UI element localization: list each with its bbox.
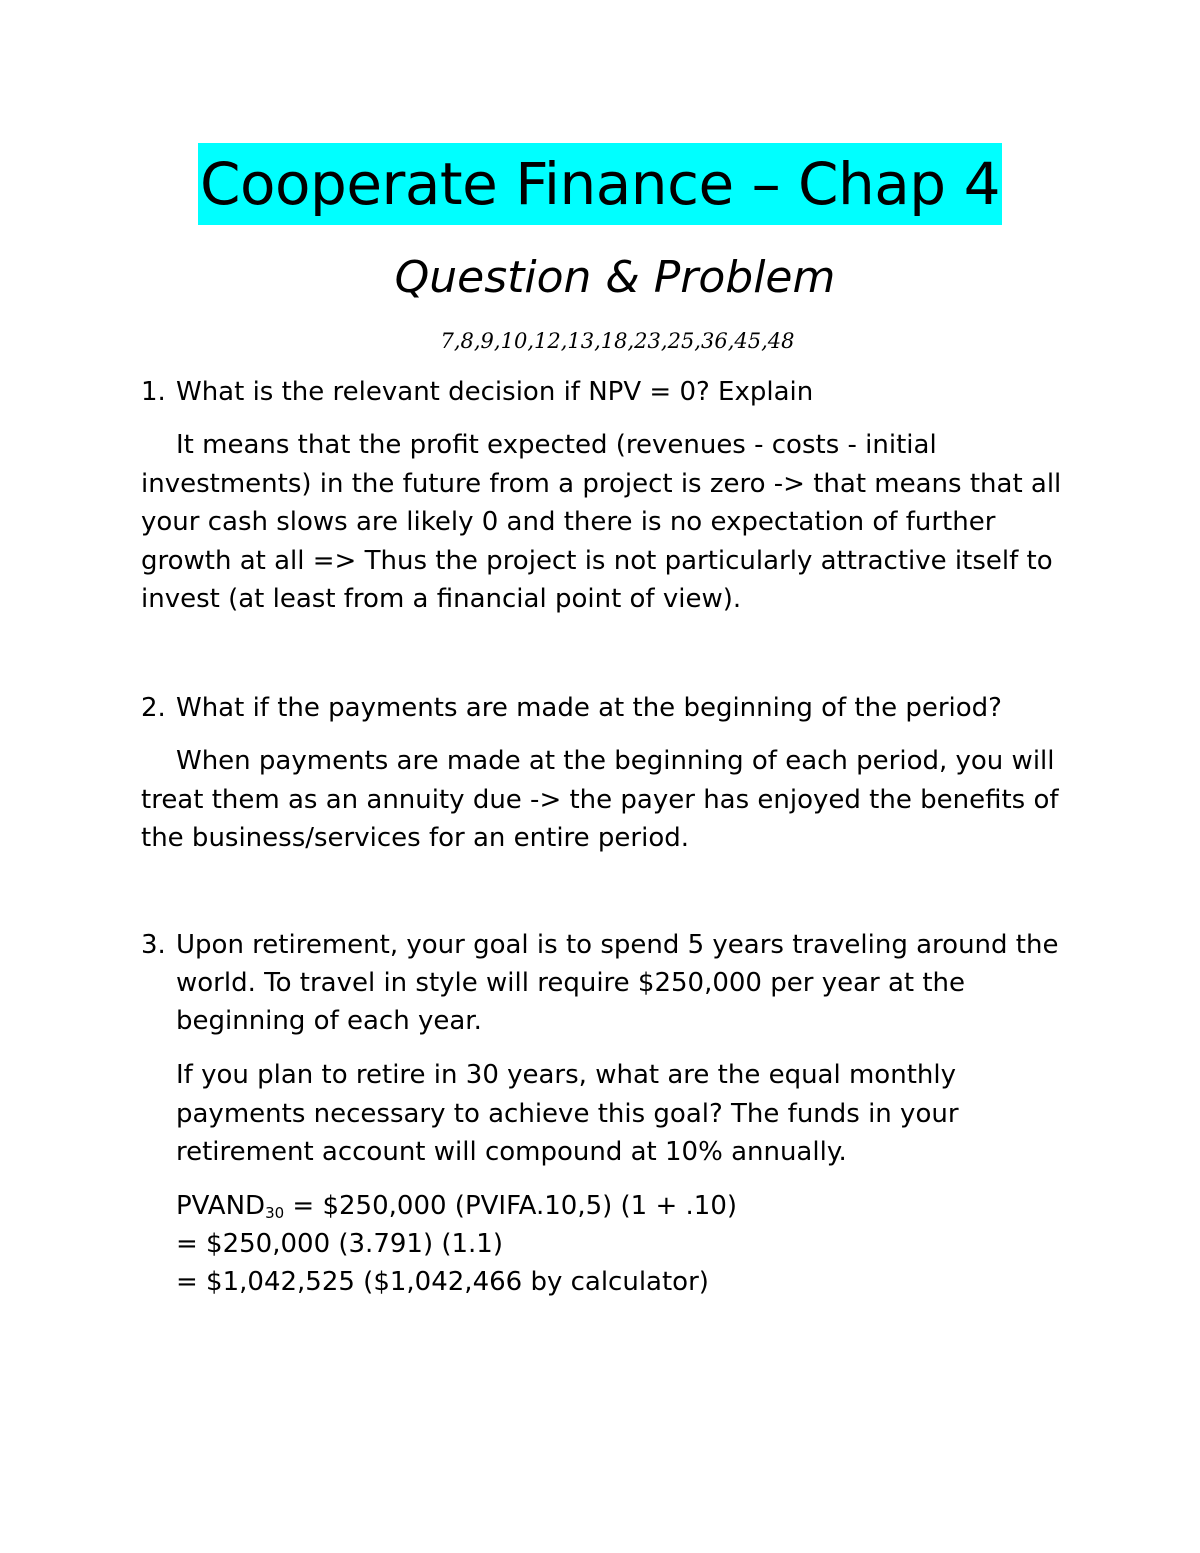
formula-rhs: = $250,000 (PVIFA.10,5) (1 + .10) [284,1191,738,1221]
document-title: Cooperate Finance – Chap 4 [198,143,1002,225]
answer-1: It means that the profit expected (revenues - costs - initial investments) in the future from a project is zero -> that means that all your cash slows are likely 0 and there is no expectation of further growth at all => Thus the project is not particularly attractive itself to invest (at least from a financial point of view). [141,430,1062,614]
problem-numbers: 7,8,9,10,12,13,18,23,25,36,45,48 [440,329,795,353]
question-number: 1. [141,377,166,407]
question-text: What is the relevant decision if NPV = 0? Explain [176,377,814,407]
formula-subscript: 30 [265,1204,285,1222]
question-text: Upon retirement, your goal is to spend 5 years traveling around the world. To travel in style will require $250,000 per year at the beginning of each year. [176,930,1059,1036]
formula-line-3: = $1,042,525 ($1,042,466 by calculator) [176,1267,709,1297]
formula-line-2: = $250,000 (3.791) (1.1) [176,1229,503,1259]
question-number: 2. [141,693,166,723]
title-container [0,143,1200,225]
question-number: 3. [141,930,166,960]
question-text: What if the payments are made at the beginning of the period? [176,693,1002,723]
question-3 [141,926,1076,1040]
question-3-detail: If you plan to retire in 30 years, what are the equal monthly payments necessary to achieve this goal? The funds in your retirement account will compound at 10% annually. [176,1060,959,1167]
document-subtitle: Question & Problem [394,252,836,303]
question-2 [141,689,1071,727]
answer-2: When payments are made at the beginning of each period, you will treat them as an annuity due -> the payer has enjoyed the benefits of the business/services for an entire period. [141,746,1059,853]
formula-lhs: PVAND [176,1191,266,1221]
question-1 [141,373,1071,411]
